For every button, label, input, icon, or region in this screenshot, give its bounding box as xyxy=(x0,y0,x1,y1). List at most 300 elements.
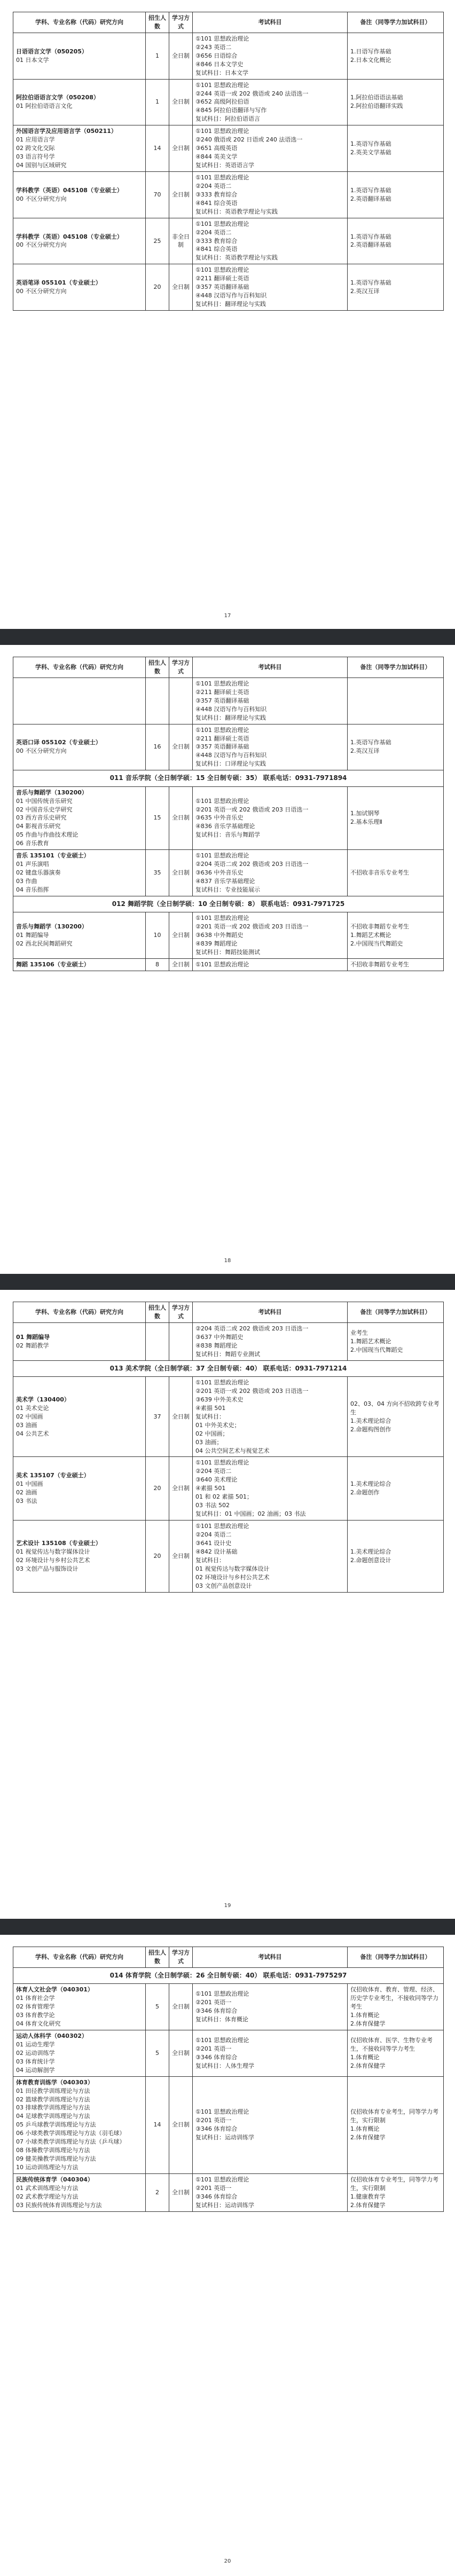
note-line: 1.舞蹈艺术概论 xyxy=(350,932,391,939)
header-major: 学科、专业名称（代码）研究方向 xyxy=(13,657,146,678)
notes-cell xyxy=(348,850,444,896)
exam-line: 复试科目：音乐与舞蹈学 xyxy=(195,831,260,839)
enrollment-cell: 2 xyxy=(146,2173,169,2211)
exam-line: ①101 思想政治理论 xyxy=(195,960,249,968)
note-line: 1.体育概论 xyxy=(350,2053,380,2061)
exam-line: ③333 教育综合 xyxy=(195,191,238,198)
header-enrollment: 招生人数 xyxy=(146,1302,169,1323)
note-line: 2.命题创作 xyxy=(350,1489,380,1496)
admissions-table xyxy=(13,657,444,971)
exam-line: ①101 思想政治理论 xyxy=(195,2176,249,2183)
note-line: 2.中国现当代舞蹈史 xyxy=(350,1346,403,1353)
study-mode-cell: 全日制 xyxy=(169,786,193,850)
exam-line: ③333 教育综合 xyxy=(195,237,238,245)
exam-line: 02 中国画； xyxy=(195,1430,229,1437)
notes-cell xyxy=(348,1521,444,1593)
enrollment-cell: 10 xyxy=(146,912,169,959)
exam-line: ④素描 501 xyxy=(195,1404,226,1412)
study-mode-cell xyxy=(169,1322,193,1360)
exam-line: ①101 思想政治理论 xyxy=(195,220,249,227)
exam-line: 复试科目：舞蹈专业测试 xyxy=(195,1350,260,1358)
major-cell xyxy=(13,958,146,971)
note-line: 1.英语写作基础 xyxy=(350,233,391,240)
exams-cell xyxy=(193,724,348,770)
exam-line: ①101 思想政治理论 xyxy=(195,81,249,89)
major-line: 02 体育管理学 xyxy=(16,2003,55,2011)
enrollment-cell: 20 xyxy=(146,264,169,311)
major-line: 01 田径教学训练理论与方法 xyxy=(16,2087,90,2094)
exam-line: 复试科目：英语教学理论与实践 xyxy=(195,208,278,215)
table-body xyxy=(13,1322,444,1592)
study-mode-cell: 全日制 xyxy=(169,912,193,959)
major-line: 舞蹈 135106（专业硕士） xyxy=(16,960,90,968)
department-row xyxy=(13,1360,444,1376)
exam-line: 02 环境设计与乡村公共艺术 xyxy=(195,1573,270,1581)
exam-line: ④841 综合英语 xyxy=(195,246,238,253)
study-mode-cell: 全日制 xyxy=(169,850,193,896)
major-line: 00 不区分研究方向 xyxy=(16,241,67,249)
note-line: 2.命题构图创作 xyxy=(350,1425,391,1433)
exams-cell xyxy=(193,912,348,959)
exam-line: ①101 思想政治理论 xyxy=(195,797,249,805)
exams-cell xyxy=(193,171,348,218)
major-line: 01 体育社会学 xyxy=(16,1995,55,2002)
major-line: 01 美术史论 xyxy=(16,1404,49,1412)
exam-line: ①101 思想政治理论 xyxy=(195,1379,249,1387)
study-mode-cell: 全日制 xyxy=(169,1521,193,1593)
exams-cell xyxy=(193,850,348,896)
major-line: 阿拉伯语语言文学（050208） xyxy=(16,94,99,101)
table-header-row xyxy=(13,657,444,678)
major-line: 音乐与舞蹈学（130200） xyxy=(16,923,88,931)
major-line: 03 油画 xyxy=(16,1421,37,1429)
exams-cell xyxy=(193,2030,348,2076)
note-line: 2.体育保健学 xyxy=(350,2062,386,2069)
major-line: 04 足球教学训练理论与方法 xyxy=(16,2113,90,2120)
major-line: 05 乒乓球教学训练理论与方法 xyxy=(16,2121,96,2129)
exam-line: 复试科目：翻译理论与实践 xyxy=(195,714,266,721)
table-header-row xyxy=(13,1947,444,1968)
exam-line: ④838 舞蹈理论 xyxy=(195,1342,238,1349)
study-mode-cell xyxy=(169,678,193,724)
notes-cell xyxy=(348,678,444,724)
major-line: 00 不区分研究方向 xyxy=(16,195,67,202)
table-header-row xyxy=(13,1302,444,1323)
enrollment-cell: 8 xyxy=(146,958,169,971)
major-line: 10 运动训练理论与方法 xyxy=(16,2164,79,2171)
table-row xyxy=(13,912,444,959)
note-line: 2.基本乐理Ⅱ xyxy=(350,818,382,826)
notes-cell xyxy=(348,264,444,311)
header-notes: 备注（同等学力加试科目） xyxy=(348,1302,444,1323)
department-row xyxy=(13,896,444,912)
table-body xyxy=(13,678,444,971)
major-line: 04 音乐指挥 xyxy=(16,886,49,893)
major-cell xyxy=(13,1377,146,1457)
exam-line: ①101 思想政治理论 xyxy=(195,128,249,135)
exam-line: 复试科目：日本文学 xyxy=(195,69,248,76)
notes-cell xyxy=(348,2173,444,2211)
notes-cell xyxy=(348,1457,444,1521)
department-title: 013 美术学院（全日制学硕：37 全日制专硕：40） 联系电话：0931-7971214 xyxy=(13,1360,444,1376)
header-study-mode: 学习方式 xyxy=(169,1947,193,1968)
exams-cell xyxy=(193,125,348,172)
major-line: 03 文创产品与服饰设计 xyxy=(16,1565,79,1572)
note-line: 2.中国现当代舞蹈史 xyxy=(350,940,403,948)
header-major: 学科、专业名称（代码）研究方向 xyxy=(13,1302,146,1323)
study-mode-cell: 全日制 xyxy=(169,125,193,172)
major-line: 01 日本文学 xyxy=(16,56,49,64)
note-line: 2.体育保健学 xyxy=(350,2134,386,2141)
major-cell xyxy=(13,264,146,311)
exam-line: ②201 英语一或 202 俄语或 203 日语选一 xyxy=(195,923,309,931)
exam-line: ④836 音乐学基础理论 xyxy=(195,823,255,830)
major-line: 00 不区分研究方向 xyxy=(16,288,67,295)
exam-line: ②204 英语二 xyxy=(195,229,232,236)
exam-line: ②201 英语一 xyxy=(195,1999,232,2006)
exam-line: ③641 设计史 xyxy=(195,1539,232,1547)
note-line: 仅招收体育专业考生，同等学力考生，实行限制 xyxy=(350,2176,438,2192)
exam-line: ④841 综合英语 xyxy=(195,199,238,207)
exam-line: ③357 英语翻译基础 xyxy=(195,283,249,291)
exam-line: ①101 思想政治理论 xyxy=(195,1990,249,1998)
notes-cell xyxy=(348,724,444,770)
header-enrollment: 招生人数 xyxy=(146,1947,169,1968)
major-line: 音乐 135101（专业硕士） xyxy=(16,852,90,860)
table-row xyxy=(13,1457,444,1521)
exam-line: 复试科目：体育概论 xyxy=(195,2016,248,2023)
table-row xyxy=(13,218,444,264)
table-row xyxy=(13,958,444,971)
study-mode-cell: 全日制 xyxy=(169,171,193,218)
document-page-19 xyxy=(0,1290,455,1919)
exam-line: ③640 美术理论 xyxy=(195,1476,238,1484)
admissions-table xyxy=(13,1302,444,1593)
enrollment-cell: 20 xyxy=(146,1457,169,1521)
major-line: 美术学（130400） xyxy=(16,1396,70,1403)
exam-line: ③638 中外舞蹈史 xyxy=(195,932,244,939)
major-line: 01 阿拉伯语语言文化 xyxy=(16,103,73,110)
exam-line: ①101 思想政治理论 xyxy=(195,2036,249,2044)
note-line: 1.美术理论综合 xyxy=(350,1480,391,1488)
enrollment-cell: 14 xyxy=(146,125,169,172)
header-notes: 备注（同等学力加试科目） xyxy=(348,12,444,33)
exams-cell xyxy=(193,1377,348,1457)
note-line: 2.英汉互译 xyxy=(350,288,380,295)
study-mode-cell: 全日制 xyxy=(169,79,193,125)
table-row xyxy=(13,786,444,850)
major-line: 体育人文社会学（040301） xyxy=(16,1986,93,1994)
major-line: 04 运动解剖学 xyxy=(16,2066,55,2074)
major-line: 02 键盘乐器演奏 xyxy=(16,869,61,877)
exam-line: ②211 翻译硕士英语 xyxy=(195,735,249,742)
major-line: 01 中国传统音乐研究 xyxy=(16,797,73,805)
major-line: 06 小球类教学训练理论与方法（羽毛球） xyxy=(16,2130,125,2137)
study-mode-cell: 全日制 xyxy=(169,33,193,79)
major-line: 02 篮球教学训练理论与方法 xyxy=(16,2096,90,2103)
major-line: 02 西北民间舞蹈研究 xyxy=(16,940,73,948)
exam-line: ③637 中外舞蹈史 xyxy=(195,1333,244,1341)
exam-line: ③636 中外音乐史 xyxy=(195,869,244,877)
exam-line: ③635 中外音乐史 xyxy=(195,814,244,822)
major-line: 02 运动训练学 xyxy=(16,2049,55,2057)
enrollment-cell: 1 xyxy=(146,33,169,79)
note-line: 不招收非舞蹈专业考生 xyxy=(350,960,409,968)
exam-line: ④448 汉语写作与百科知识 xyxy=(195,292,267,300)
major-line: 03 作曲 xyxy=(16,878,37,885)
major-cell xyxy=(13,912,146,959)
exam-line: 复试科目：专业技能展示 xyxy=(195,886,260,893)
table-body xyxy=(13,33,444,310)
department-title: 014 体育学院（全日制学硕：26 全日制专硕：40） 联系电话：0931-7975297 xyxy=(13,1967,444,1983)
enrollment-cell xyxy=(146,678,169,724)
table-row xyxy=(13,171,444,218)
table-row xyxy=(13,264,444,311)
major-line: 艺术设计 135108（专业硕士） xyxy=(16,1539,101,1547)
major-line: 02 环境设计与乡村公共艺术 xyxy=(16,1556,90,1564)
major-line: 外国语言学及应用语言学（050211） xyxy=(16,128,117,135)
exam-line: ④845 阿拉伯语翻译与写作 xyxy=(195,107,267,114)
major-cell xyxy=(13,678,146,724)
table-row xyxy=(13,33,444,79)
header-exams: 考试科目 xyxy=(193,657,348,678)
exam-line: ②204 英语二 xyxy=(195,182,232,190)
exam-line: ④837 音乐学基础理论 xyxy=(195,878,255,885)
study-mode-cell: 全日制 xyxy=(169,1984,193,2030)
major-cell xyxy=(13,724,146,770)
exams-cell xyxy=(193,79,348,125)
notes-cell xyxy=(348,125,444,172)
exam-line: ④素描 501 xyxy=(195,1485,226,1492)
note-line: 仅招收体育、教育、管理、经济、历史学专业考生，不接收同等学力考生 xyxy=(350,1986,438,2011)
major-line: 02 舞蹈教学 xyxy=(16,1342,49,1349)
exam-line: ③652 高级阿拉伯语 xyxy=(195,98,249,106)
note-line: 2.英汉互译 xyxy=(350,747,380,755)
table-row xyxy=(13,1322,444,1360)
exam-line: 复试科目：运动训练学 xyxy=(195,2134,254,2141)
note-line: 2.英语翻译基础 xyxy=(350,195,391,202)
exam-line: ②204 英语二 xyxy=(195,1468,232,1475)
exam-line: 复试科目：英语语言学 xyxy=(195,162,254,169)
note-line: 2.体育保健学 xyxy=(350,2020,386,2028)
header-exams: 考试科目 xyxy=(193,1302,348,1323)
exams-cell xyxy=(193,1322,348,1360)
major-line: 03 体育统计学 xyxy=(16,2058,55,2065)
page-number: 20 xyxy=(224,2558,231,2564)
major-line: 06 音乐教育 xyxy=(16,840,49,847)
note-line: 2.英语翻译基础 xyxy=(350,241,391,249)
major-line: 美术 135107（专业硕士） xyxy=(16,1472,90,1479)
exams-cell xyxy=(193,218,348,264)
header-exams: 考试科目 xyxy=(193,1947,348,1968)
notes-cell xyxy=(348,2076,444,2173)
exam-line: ③357 英语翻译基础 xyxy=(195,743,249,751)
exam-line: ①101 思想政治理论 xyxy=(195,726,249,734)
major-line: 02 油画 xyxy=(16,1489,37,1496)
header-study-mode: 学习方式 xyxy=(169,657,193,678)
study-mode-cell: 全日制 xyxy=(169,2076,193,2173)
note-line: 不招收非音乐专业考生 xyxy=(350,869,409,877)
exam-line: ④844 英美文学 xyxy=(195,153,238,161)
exams-cell xyxy=(193,2076,348,2173)
note-line: 1.英语写作基础 xyxy=(350,279,391,287)
note-line: 仅招收体育专业考生，同等学力考生，实行限制 xyxy=(350,2108,438,2124)
major-line: 05 作曲与作曲技术理论 xyxy=(16,831,79,839)
page-number: 19 xyxy=(224,1903,231,1909)
major-line: 英语口译 055102（专业硕士） xyxy=(16,739,101,746)
major-line: 体育教育训练学（040303） xyxy=(16,2078,93,2086)
major-line: 02 中国画 xyxy=(16,1413,43,1420)
exam-line: ②244 英语一或 202 俄语或 240 法语选一 xyxy=(195,90,309,97)
table-row xyxy=(13,125,444,172)
major-line: 03 西方音乐史研究 xyxy=(16,814,67,822)
exam-line: ③639 中外美术史 xyxy=(195,1396,244,1403)
note-line: 2.体育保健学 xyxy=(350,2201,386,2209)
major-cell xyxy=(13,1521,146,1593)
enrollment-cell: 14 xyxy=(146,2076,169,2173)
notes-cell xyxy=(348,218,444,264)
major-cell xyxy=(13,786,146,850)
table-row xyxy=(13,1377,444,1457)
exam-line: ③346 体育综合 xyxy=(195,2125,238,2133)
exams-cell xyxy=(193,1521,348,1593)
note-line: 不招收非舞蹈专业考生 xyxy=(350,923,409,931)
table-row xyxy=(13,678,444,724)
enrollment-cell: 15 xyxy=(146,786,169,850)
exam-line: 复试科目： xyxy=(195,1556,225,1564)
major-line: 04 体育文化研究 xyxy=(16,2020,61,2028)
major-line: 01 舞蹈编导 xyxy=(16,932,49,939)
exam-line: ③346 体育综合 xyxy=(195,2007,238,2015)
notes-cell xyxy=(348,1322,444,1360)
major-line: 01 视觉传达与数字媒体设计 xyxy=(16,1548,90,1555)
enrollment-cell: 16 xyxy=(146,724,169,770)
document-page-18 xyxy=(0,645,455,1274)
enrollment-cell: 25 xyxy=(146,218,169,264)
department-row xyxy=(13,1967,444,1983)
major-line: 英语笔译 055101（专业硕士） xyxy=(16,279,101,287)
exam-line: ①101 思想政治理论 xyxy=(195,266,249,274)
table-row xyxy=(13,850,444,896)
department-title: 012 舞蹈学院（全日制学硕：10 全日制专硕：8） 联系电话：0931-7971725 xyxy=(13,896,444,912)
major-line: 学科教学（英语）045108（专业硕士） xyxy=(16,233,123,240)
exam-line: 03 文创产品创意设计 xyxy=(195,1582,252,1589)
exam-line: 复试科目：口译理论与实践 xyxy=(195,760,266,768)
notes-cell xyxy=(348,2030,444,2076)
major-line: 民族传统体育学（040304） xyxy=(16,2176,93,2183)
note-line: 1.日语写作基础 xyxy=(350,48,391,55)
note-line: 1.英语写作基础 xyxy=(350,186,391,194)
major-line: 02 跨文化交际 xyxy=(16,145,55,152)
study-mode-cell: 全日制 xyxy=(169,2030,193,2076)
note-line: 1.英语写作基础 xyxy=(350,739,391,746)
note-line: 1.阿拉伯语语法基础 xyxy=(350,94,403,101)
notes-cell xyxy=(348,1984,444,2030)
header-major: 学科、专业名称（代码）研究方向 xyxy=(13,12,146,33)
enrollment-cell: 5 xyxy=(146,2030,169,2076)
exam-line: 复试科目：舞蹈技能测试 xyxy=(195,949,260,956)
exam-line: ②211 翻译硕士英语 xyxy=(195,275,249,282)
exams-cell xyxy=(193,786,348,850)
exams-cell xyxy=(193,678,348,724)
table-row xyxy=(13,1984,444,2030)
notes-cell xyxy=(348,33,444,79)
table-header-row xyxy=(13,12,444,33)
exams-cell xyxy=(193,958,348,971)
major-line: 02 中国音乐史学研究 xyxy=(16,806,73,813)
header-enrollment: 招生人数 xyxy=(146,12,169,33)
major-cell xyxy=(13,1984,146,2030)
exam-line: ③656 日语综合 xyxy=(195,52,238,59)
major-cell xyxy=(13,1457,146,1521)
exam-line: ②211 翻译硕士英语 xyxy=(195,688,249,696)
major-line: 01 武术训练理论与方法 xyxy=(16,2184,79,2192)
table-body xyxy=(13,1967,444,2211)
major-cell xyxy=(13,2076,146,2173)
enrollment-cell: 35 xyxy=(146,850,169,896)
exam-line: ③346 体育综合 xyxy=(195,2053,238,2061)
exam-line: ②243 英语二 xyxy=(195,43,232,51)
exam-line: 01 中外美术史； xyxy=(195,1421,240,1429)
exam-line: ③651 高级英语 xyxy=(195,145,238,152)
major-cell xyxy=(13,125,146,172)
document-page-20 xyxy=(0,1935,455,2576)
header-enrollment: 招生人数 xyxy=(146,657,169,678)
exams-cell xyxy=(193,2173,348,2211)
major-line: 08 体操教学训练理论与方法 xyxy=(16,2147,90,2154)
table-row xyxy=(13,79,444,125)
study-mode-cell: 全日制 xyxy=(169,2173,193,2211)
major-cell xyxy=(13,33,146,79)
note-line: 1.美术理论综合 xyxy=(350,1417,391,1424)
note-line: 1.英语写作基础 xyxy=(350,140,391,148)
exam-line: 复试科目：阿拉伯语语言 xyxy=(195,115,260,123)
major-line: 03 体育教学论 xyxy=(16,2012,55,2019)
study-mode-cell: 全日制 xyxy=(169,1377,193,1457)
exam-line: ①101 思想政治理论 xyxy=(195,174,249,181)
major-line: 09 健美操教学训练理论与方法 xyxy=(16,2155,96,2163)
study-mode-cell: 非全日制 xyxy=(169,218,193,264)
exam-line: ②204 英语二或 202 俄语或 203 日语选一 xyxy=(195,1325,309,1332)
enrollment-cell xyxy=(146,1322,169,1360)
major-line: 学科教学（英语）045108（专业硕士） xyxy=(16,186,123,194)
major-line: 01 声乐演唱 xyxy=(16,861,49,868)
enrollment-cell: 20 xyxy=(146,1521,169,1593)
header-notes: 备注（同等学力加试科目） xyxy=(348,657,444,678)
note-line: 02、03、04 方向不招收跨专业考生 xyxy=(350,1400,440,1416)
header-exams: 考试科目 xyxy=(193,12,348,33)
exam-line: ①101 思想政治理论 xyxy=(195,1459,249,1467)
table-row xyxy=(13,1521,444,1593)
header-study-mode: 学习方式 xyxy=(169,12,193,33)
exams-cell xyxy=(193,1984,348,2030)
exam-line: ②240 俄语或 202 日语或 240 法语选一 xyxy=(195,136,303,144)
major-cell xyxy=(13,1322,146,1360)
major-line: 03 语言符号学 xyxy=(16,153,55,161)
major-line: 00 不区分研究方向 xyxy=(16,747,67,755)
notes-cell xyxy=(348,958,444,971)
note-line: 1.健康教育学 xyxy=(350,2193,386,2200)
major-cell xyxy=(13,171,146,218)
document-page-17 xyxy=(0,0,455,629)
note-line: 1.美术理论综合 xyxy=(350,1548,391,1555)
note-line: 2.阿拉伯语翻译实践 xyxy=(350,103,403,110)
major-line: 02 武术教学理论与方法 xyxy=(16,2193,79,2200)
note-line: 2.日本文化概论 xyxy=(350,56,391,64)
exam-line: 01 和 02 素描 501； xyxy=(195,1493,253,1501)
exam-line: ②201 英语一 xyxy=(195,2117,232,2124)
exam-line: ①101 思想政治理论 xyxy=(195,915,249,922)
